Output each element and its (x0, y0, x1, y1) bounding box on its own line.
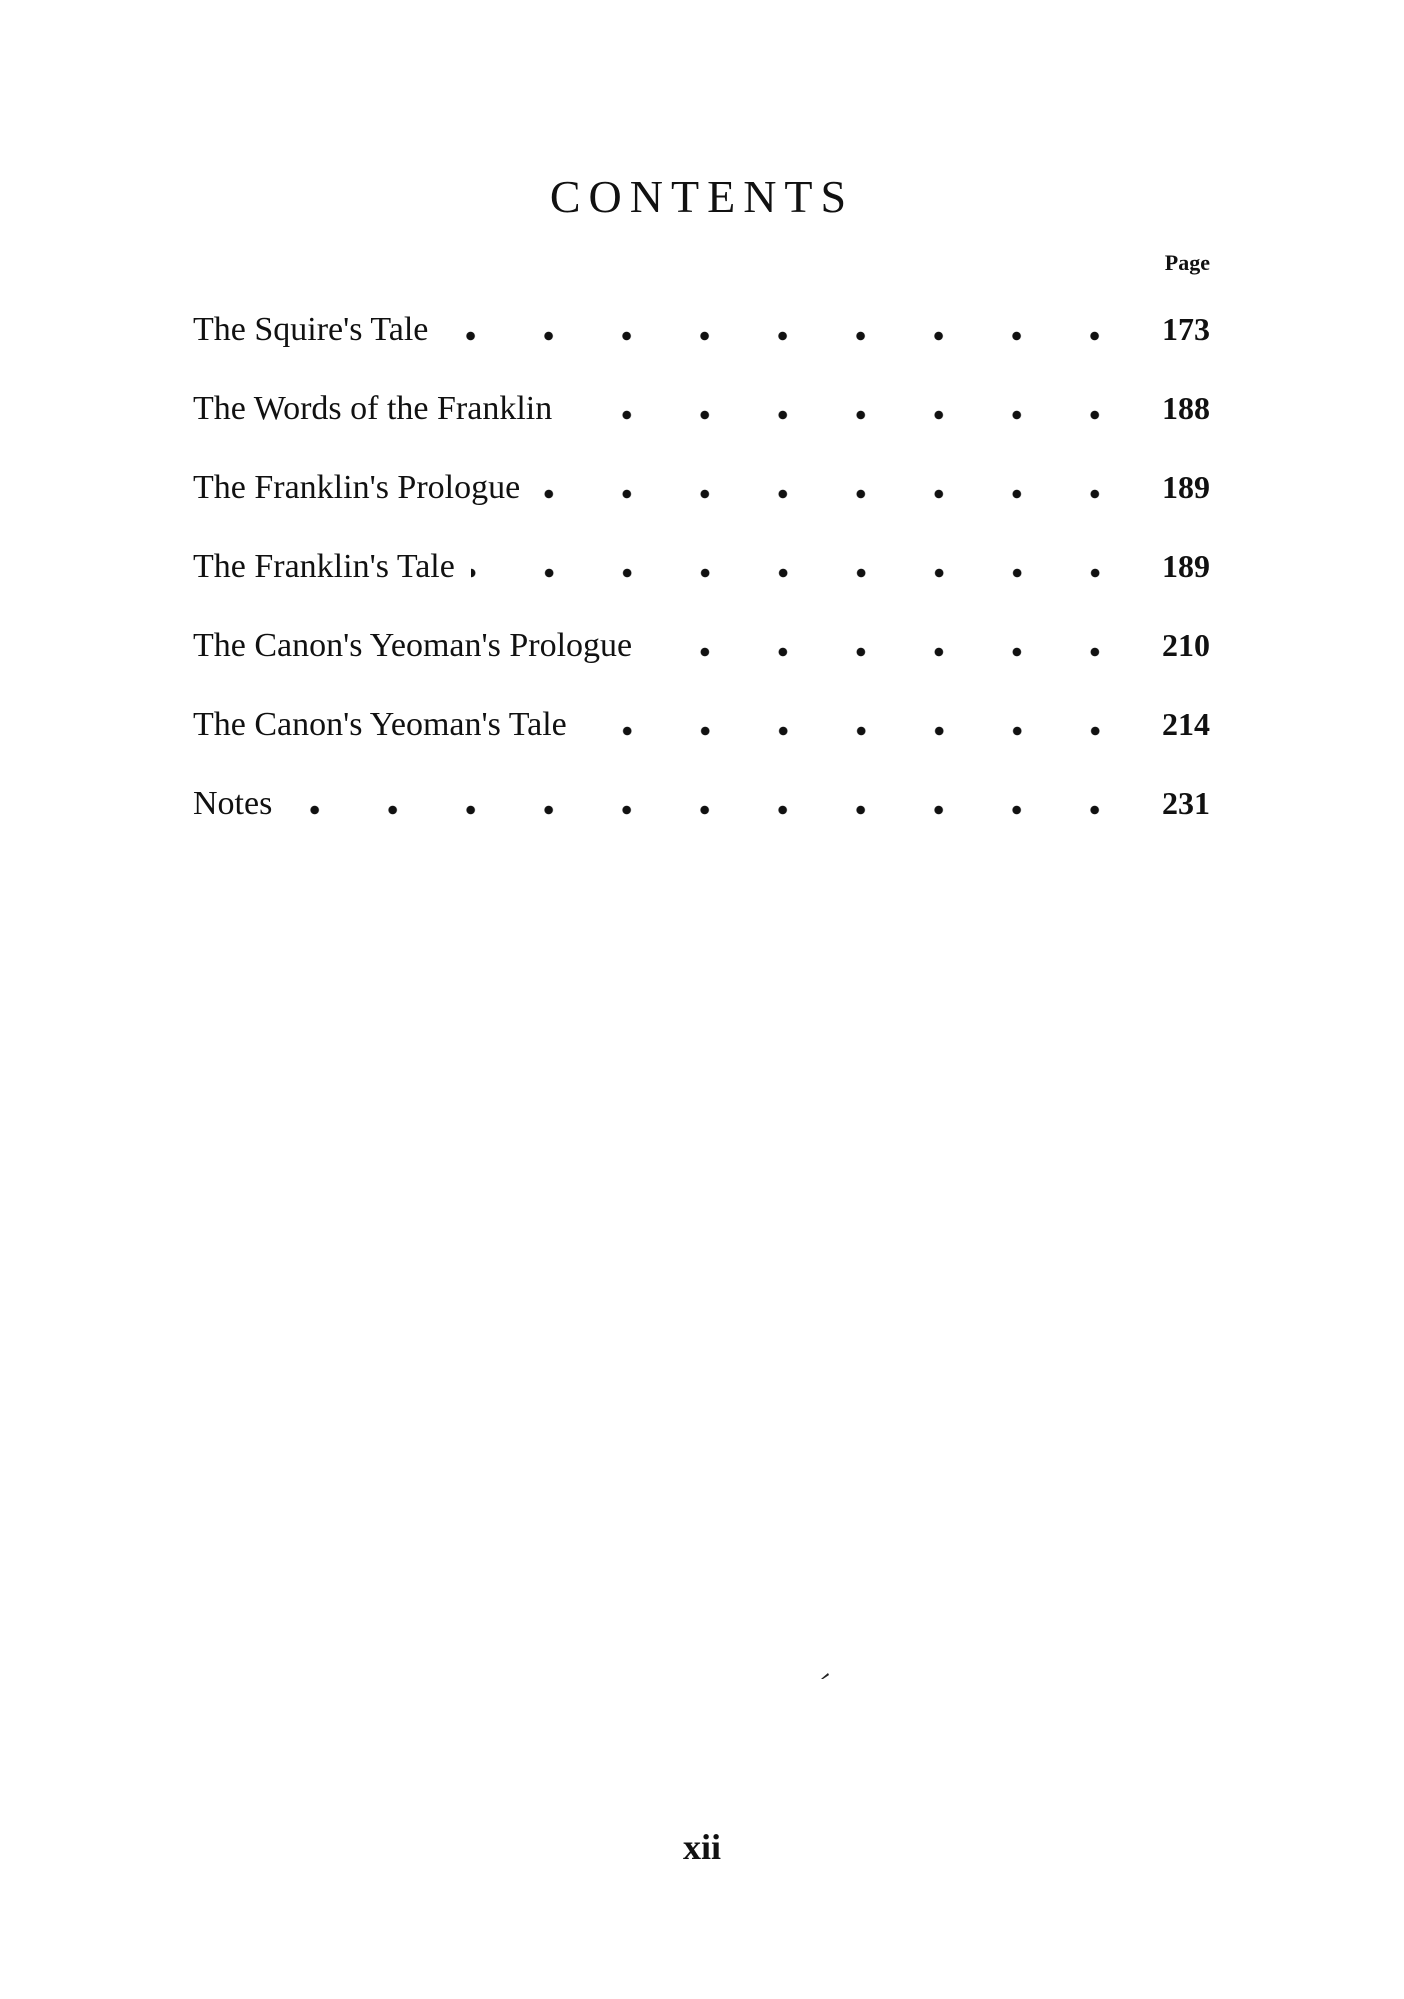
dot-leader (583, 721, 1134, 741)
dot-leader (536, 484, 1134, 504)
table-of-contents (193, 290, 1210, 843)
toc-entry[interactable] (193, 448, 1210, 527)
dot-leader (568, 405, 1134, 425)
toc-entry[interactable] (193, 685, 1210, 764)
toc-entry-title: The Words of the Franklin (193, 390, 562, 428)
toc-entry-page: 189 (1162, 548, 1210, 584)
dot-leader (471, 563, 1134, 583)
toc-entry-page: 189 (1162, 469, 1210, 505)
toc-entry-title: The Franklin's Tale (193, 548, 465, 586)
ink-speck (820, 1672, 830, 1680)
dot-leader (288, 800, 1134, 820)
toc-entry-page: 231 (1162, 785, 1210, 821)
toc-entry-title: The Franklin's Prologue (193, 469, 530, 507)
dot-leader (444, 326, 1134, 346)
toc-entry-title: The Canon's Yeoman's Tale (193, 706, 577, 744)
toc-entry[interactable] (193, 764, 1210, 843)
toc-entry[interactable] (193, 290, 1210, 369)
toc-entry[interactable] (193, 527, 1210, 606)
toc-entry[interactable] (193, 369, 1210, 448)
toc-entry-page: 214 (1162, 706, 1210, 742)
dot-leader (648, 642, 1134, 662)
toc-entry-title: The Canon's Yeoman's Prologue (193, 627, 642, 665)
toc-entry-page: 188 (1162, 390, 1210, 426)
toc-entry-title: The Squire's Tale (193, 311, 438, 349)
toc-entry[interactable] (193, 606, 1210, 685)
page-title: CONTENTS (549, 171, 855, 222)
page-column-header: Page (1164, 250, 1210, 275)
toc-entry-title: Notes (193, 785, 282, 823)
toc-entry-page: 210 (1162, 627, 1210, 663)
toc-entry-page: 173 (1162, 311, 1210, 347)
folio-page-number: xii (682, 1827, 721, 1867)
